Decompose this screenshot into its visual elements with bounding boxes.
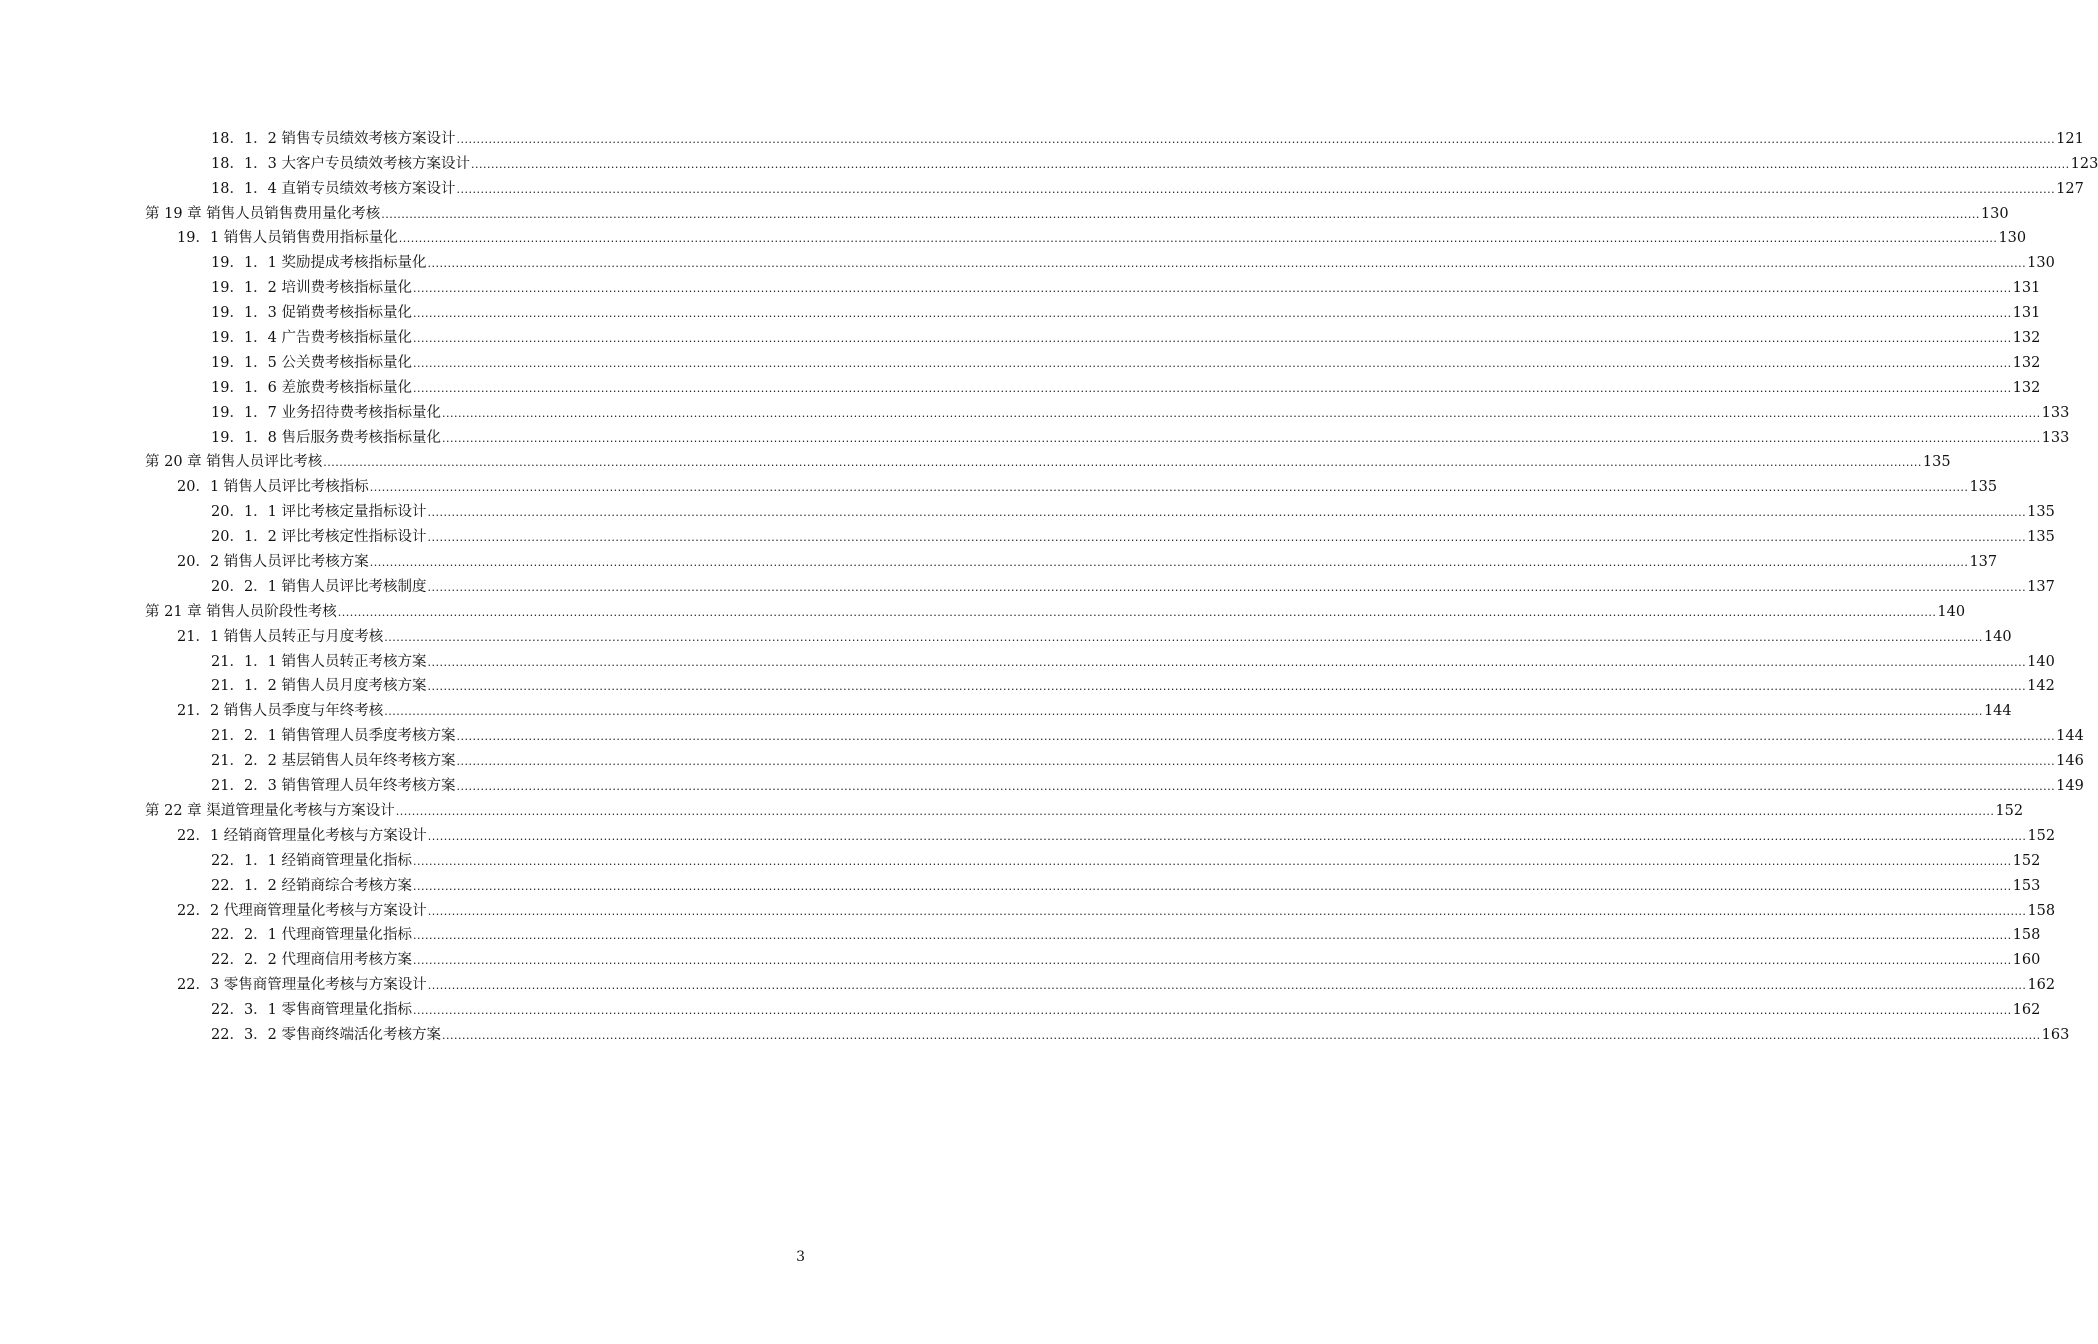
toc-entry-title: 20．2 销售人员评比考核方案 xyxy=(177,554,369,571)
toc-leader-dots: ................................................................................................................................................................................................................................................................................................................................................................................................................ xyxy=(413,879,2012,893)
toc-leader-dots: ................................................................................................................................................................................................................................................................................................................................................................................................................ xyxy=(427,979,2027,993)
toc-entry[interactable] xyxy=(0,423,2070,448)
toc-entry[interactable] xyxy=(0,721,2084,746)
toc-leader-dots: ................................................................................................................................................................................................................................................................................................................................................................................................................ xyxy=(413,356,2012,370)
toc-entry-title: 18．1．3 大客户专员绩效考核方案设计 xyxy=(211,155,471,172)
toc-entry-page: 137 xyxy=(2027,578,2055,595)
toc-leader-dots: ................................................................................................................................................................................................................................................................................................................................................................................................................ xyxy=(427,506,2027,520)
toc-entry-title: 第 22 章 渠道管理量化考核与方案设计 xyxy=(145,802,395,819)
toc-entry[interactable] xyxy=(0,124,2084,149)
toc-entry-title: 21．2．3 销售管理人员年终考核方案 xyxy=(211,778,456,795)
toc-entry-page: 140 xyxy=(1937,603,1966,620)
toc-entry[interactable] xyxy=(0,398,2070,423)
toc-entry[interactable] xyxy=(0,995,2041,1020)
toc-entry-title: 20．1 销售人员评比考核指标 xyxy=(177,479,369,496)
toc-entry[interactable] xyxy=(0,696,2012,721)
toc-entry-page: 123 xyxy=(2070,155,2098,172)
toc-leader-dots: ................................................................................................................................................................................................................................................................................................................................................................................................................ xyxy=(471,157,2070,171)
toc-entry[interactable] xyxy=(0,348,2041,373)
toc-entry-title: 20．2．1 销售人员评比考核制度 xyxy=(211,578,427,595)
toc-leader-dots: ................................................................................................................................................................................................................................................................................................................................................................................................................ xyxy=(384,630,1983,644)
toc-entry[interactable] xyxy=(0,896,2056,921)
toc-entry-title: 22．3 零售商管理量化考核与方案设计 xyxy=(177,977,427,994)
toc-entry-page: 132 xyxy=(2012,354,2041,371)
toc-entry-title: 19．1．7 业务招待费考核指标量化 xyxy=(211,404,442,421)
toc-entry[interactable] xyxy=(0,373,2041,398)
toc-leader-dots: ................................................................................................................................................................................................................................................................................................................................................................................................................ xyxy=(395,804,1995,818)
toc-leader-dots: ................................................................................................................................................................................................................................................................................................................................................................................................................ xyxy=(456,755,2056,769)
toc-entry-title: 22．2．1 代理商管理量化指标 xyxy=(211,927,413,944)
toc-leader-dots: ................................................................................................................................................................................................................................................................................................................................................................................................................ xyxy=(381,207,1980,221)
toc-entry-page: 163 xyxy=(2041,1026,2070,1043)
toc-entry-title: 19．1．5 公关费考核指标量化 xyxy=(211,354,413,371)
toc-leader-dots: ................................................................................................................................................................................................................................................................................................................................................................................................................ xyxy=(456,730,2056,744)
toc-entry-page: 160 xyxy=(2012,952,2041,969)
toc-entry-page: 144 xyxy=(2056,728,2084,745)
toc-leader-dots: ................................................................................................................................................................................................................................................................................................................................................................................................................ xyxy=(427,580,2027,594)
toc-entry[interactable] xyxy=(0,199,2009,224)
toc-leader-dots: ................................................................................................................................................................................................................................................................................................................................................................................................................ xyxy=(413,854,2012,868)
toc-entry[interactable] xyxy=(0,622,2012,647)
toc-entry-page: 153 xyxy=(2012,877,2041,894)
toc-entry-page: 135 xyxy=(1969,479,1998,496)
toc-entry-page: 140 xyxy=(2027,653,2055,670)
toc-leader-dots: ................................................................................................................................................................................................................................................................................................................................................................................................................ xyxy=(413,1004,2012,1018)
toc-entry-page: 158 xyxy=(2012,927,2041,944)
toc-entry-title: 20．1．2 评比考核定性指标设计 xyxy=(211,529,427,546)
toc-entry-title: 18．1．2 销售专员绩效考核方案设计 xyxy=(211,130,456,147)
toc-entry-title: 22．1．1 经销商管理量化指标 xyxy=(211,852,413,869)
toc-leader-dots: ................................................................................................................................................................................................................................................................................................................................................................................................................ xyxy=(413,332,2012,346)
toc-leader-dots: ................................................................................................................................................................................................................................................................................................................................................................................................................ xyxy=(427,680,2027,694)
toc-entry[interactable] xyxy=(0,746,2084,771)
toc-entry[interactable] xyxy=(0,572,2055,597)
toc-entry[interactable] xyxy=(0,597,1966,622)
toc-leader-dots: ................................................................................................................................................................................................................................................................................................................................................................................................................ xyxy=(369,556,1969,570)
toc-entry[interactable] xyxy=(0,970,2056,995)
toc-leader-dots: ................................................................................................................................................................................................................................................................................................................................................................................................................ xyxy=(442,1028,2041,1042)
toc-entry[interactable] xyxy=(0,522,2055,547)
toc-entry[interactable] xyxy=(0,323,2041,348)
toc-leader-dots: ................................................................................................................................................................................................................................................................................................................................................................................................................ xyxy=(413,282,2012,296)
toc-leader-dots: ................................................................................................................................................................................................................................................................................................................................................................................................................ xyxy=(456,182,2056,196)
toc-leader-dots: ................................................................................................................................................................................................................................................................................................................................................................................................................ xyxy=(456,780,2056,794)
toc-entry-title: 第 19 章 销售人员销售费用量化考核 xyxy=(145,205,381,222)
toc-entry-title: 22．3．2 零售商终端活化考核方案 xyxy=(211,1026,442,1043)
toc-entry[interactable] xyxy=(0,547,1998,572)
toc-leader-dots: ................................................................................................................................................................................................................................................................................................................................................................................................................ xyxy=(413,929,2012,943)
toc-entry[interactable] xyxy=(0,273,2041,298)
toc-entry[interactable] xyxy=(0,1020,2070,1045)
toc-entry[interactable] xyxy=(0,921,2041,946)
toc-entry-page: 152 xyxy=(1995,802,2024,819)
toc-entry-title: 21．1．1 销售人员转正考核方案 xyxy=(211,653,427,670)
toc-entry-page: 162 xyxy=(2012,1002,2041,1019)
toc-leader-dots: ................................................................................................................................................................................................................................................................................................................................................................................................................ xyxy=(456,132,2056,146)
toc-entry[interactable] xyxy=(0,771,2084,796)
toc-entry-page: 121 xyxy=(2056,130,2084,147)
toc-leader-dots: ................................................................................................................................................................................................................................................................................................................................................................................................................ xyxy=(337,605,1937,619)
toc-entry-page: 130 xyxy=(1998,230,2027,247)
toc-entry-page: 149 xyxy=(2056,778,2084,795)
toc-entry[interactable] xyxy=(0,448,1951,473)
page-number: 3 xyxy=(796,1249,805,1265)
toc-entry-title: 19．1 销售人员销售费用指标量化 xyxy=(177,230,398,247)
toc-leader-dots: ................................................................................................................................................................................................................................................................................................................................................................................................................ xyxy=(427,829,2027,843)
toc-entry[interactable] xyxy=(0,497,2055,522)
toc-entry[interactable] xyxy=(0,224,2027,249)
toc-entry-page: 130 xyxy=(2027,255,2055,272)
toc-entry[interactable] xyxy=(0,821,2056,846)
toc-leader-dots: ................................................................................................................................................................................................................................................................................................................................................................................................................ xyxy=(413,381,2012,395)
toc-entry-title: 第 20 章 销售人员评比考核 xyxy=(145,454,323,471)
toc-leader-dots: ................................................................................................................................................................................................................................................................................................................................................................................................................ xyxy=(442,406,2041,420)
toc-leader-dots: ................................................................................................................................................................................................................................................................................................................................................................................................................ xyxy=(427,257,2027,271)
toc-entry-page: 135 xyxy=(2027,529,2055,546)
toc-leader-dots: ................................................................................................................................................................................................................................................................................................................................................................................................................ xyxy=(369,481,1969,495)
toc-entry-page: 131 xyxy=(2012,305,2041,322)
toc-entry-page: 135 xyxy=(2027,504,2055,521)
toc-entry-title: 21．1．2 销售人员月度考核方案 xyxy=(211,678,427,695)
toc-entry-title: 19．1．1 奖励提成考核指标量化 xyxy=(211,255,427,272)
toc-entry-page: 130 xyxy=(1980,205,2009,222)
toc-entry-page: 152 xyxy=(2027,827,2056,844)
toc-entry-page: 132 xyxy=(2012,330,2041,347)
toc-entry-title: 21．2．2 基层销售人员年终考核方案 xyxy=(211,753,456,770)
toc-entry-page: 144 xyxy=(1983,703,2012,720)
toc-entry-page: 137 xyxy=(1969,554,1998,571)
toc-entry-page: 140 xyxy=(1983,628,2012,645)
toc-entry[interactable] xyxy=(0,647,2055,672)
toc-entry[interactable] xyxy=(0,248,2055,273)
toc-entry-title: 20．1．1 评比考核定量指标设计 xyxy=(211,504,427,521)
toc-entry[interactable] xyxy=(0,871,2041,896)
toc-entry[interactable] xyxy=(0,174,2084,199)
toc-entry[interactable] xyxy=(0,149,2098,174)
toc-entry-title: 19．1．6 差旅费考核指标量化 xyxy=(211,379,413,396)
toc-entry-title: 19．1．2 培训费考核指标量化 xyxy=(211,280,413,297)
toc-entry-page: 152 xyxy=(2012,852,2041,869)
toc-entry-title: 21．2．1 销售管理人员季度考核方案 xyxy=(211,728,456,745)
toc-entry[interactable] xyxy=(0,672,2055,697)
toc-entry[interactable] xyxy=(0,796,2024,821)
toc-entry-title: 19．1．4 广告费考核指标量化 xyxy=(211,330,413,347)
toc-entry-page: 127 xyxy=(2056,180,2084,197)
toc-leader-dots: ................................................................................................................................................................................................................................................................................................................................................................................................................ xyxy=(398,232,1998,246)
toc-entry-page: 162 xyxy=(2027,977,2056,994)
toc-entry-title: 19．1．8 售后服务费考核指标量化 xyxy=(211,429,442,446)
toc-entry-title: 22．2 代理商管理量化考核与方案设计 xyxy=(177,902,427,919)
table-of-contents xyxy=(0,124,2098,1045)
toc-entry-title: 第 21 章 销售人员阶段性考核 xyxy=(145,603,337,620)
toc-entry-page: 146 xyxy=(2056,753,2084,770)
toc-entry[interactable] xyxy=(0,846,2041,871)
toc-entry[interactable] xyxy=(0,298,2041,323)
toc-entry[interactable] xyxy=(0,945,2041,970)
toc-entry-page: 133 xyxy=(2041,404,2070,421)
toc-leader-dots: ................................................................................................................................................................................................................................................................................................................................................................................................................ xyxy=(384,705,1983,719)
toc-entry-page: 131 xyxy=(2012,280,2041,297)
toc-entry-page: 133 xyxy=(2041,429,2070,446)
toc-entry-title: 18．1．4 直销专员绩效考核方案设计 xyxy=(211,180,456,197)
toc-entry-title: 22．1．2 经销商综合考核方案 xyxy=(211,877,413,894)
toc-leader-dots: ................................................................................................................................................................................................................................................................................................................................................................................................................ xyxy=(427,904,2027,918)
toc-entry-title: 22．2．2 代理商信用考核方案 xyxy=(211,952,413,969)
toc-leader-dots: ................................................................................................................................................................................................................................................................................................................................................................................................................ xyxy=(413,954,2012,968)
toc-leader-dots: ................................................................................................................................................................................................................................................................................................................................................................................................................ xyxy=(323,456,1922,470)
toc-entry-title: 22．1 经销商管理量化考核与方案设计 xyxy=(177,827,427,844)
toc-entry-title: 21．2 销售人员季度与年终考核 xyxy=(177,703,384,720)
toc-entry-title: 21．1 销售人员转正与月度考核 xyxy=(177,628,384,645)
toc-leader-dots: ................................................................................................................................................................................................................................................................................................................................................................................................................ xyxy=(413,307,2012,321)
toc-leader-dots: ................................................................................................................................................................................................................................................................................................................................................................................................................ xyxy=(442,431,2041,445)
toc-entry-page: 142 xyxy=(2027,678,2055,695)
toc-entry-page: 132 xyxy=(2012,379,2041,396)
toc-entry-title: 22．3．1 零售商管理量化指标 xyxy=(211,1002,413,1019)
toc-leader-dots: ................................................................................................................................................................................................................................................................................................................................................................................................................ xyxy=(427,531,2027,545)
toc-leader-dots: ................................................................................................................................................................................................................................................................................................................................................................................................................ xyxy=(427,655,2027,669)
toc-entry-page: 135 xyxy=(1922,454,1951,471)
toc-entry-title: 19．1．3 促销费考核指标量化 xyxy=(211,305,413,322)
toc-entry-page: 158 xyxy=(2027,902,2056,919)
toc-entry[interactable] xyxy=(0,472,1998,497)
